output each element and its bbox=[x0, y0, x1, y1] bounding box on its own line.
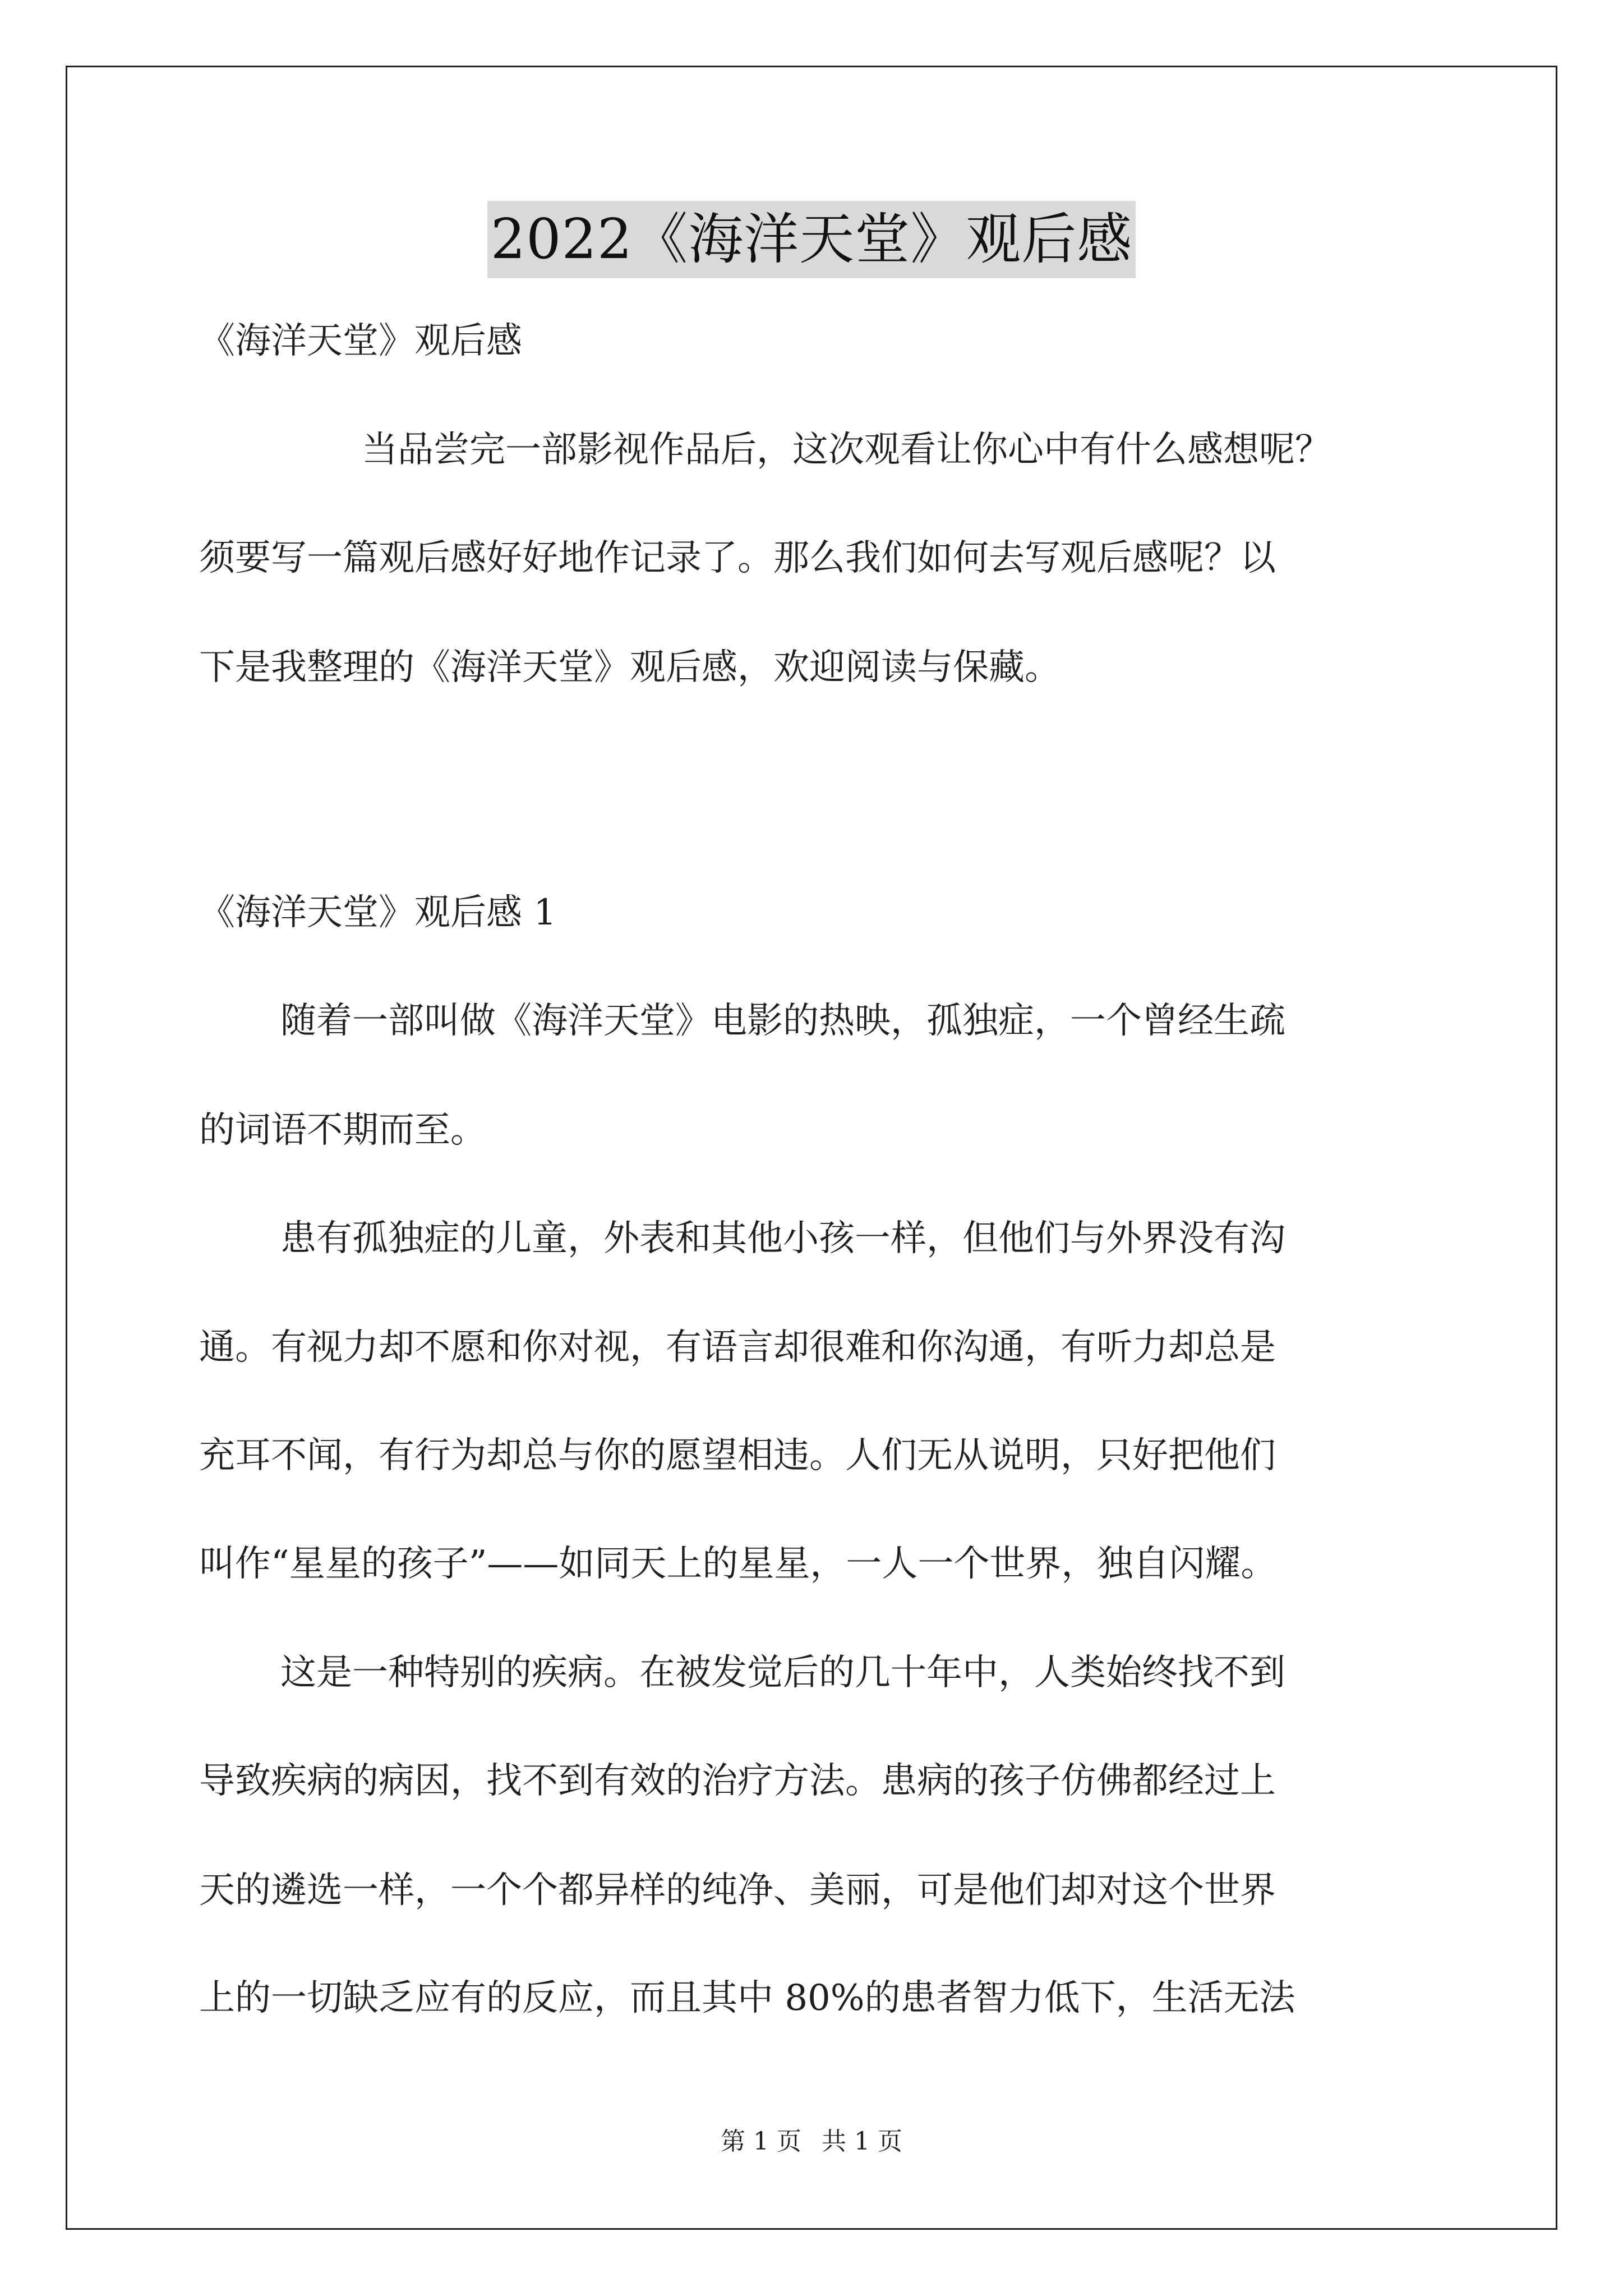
page-total: 共 1 页 bbox=[822, 2127, 902, 2156]
body-line-4: 通。有视力却不愿和你对视，有语言却很难和你沟通，有听力却总是 bbox=[199, 1327, 1276, 1368]
body-line-7: 这是一种特别的疾病。在被发觉后的几十年中，人类始终找不到 bbox=[280, 1652, 1285, 1694]
page-footer bbox=[0, 2126, 1623, 2157]
title-container bbox=[0, 201, 1623, 278]
section-heading: 《海洋天堂》观后感 1 bbox=[199, 892, 557, 933]
document-title: 2022《海洋天堂》观后感 bbox=[487, 201, 1136, 278]
body-line-8: 导致疾病的病因，找不到有效的治疗方法。患病的孩子仿佛都经过上 bbox=[199, 1760, 1276, 1802]
intro-line-3: 下是我整理的《海洋天堂》观后感，欢迎阅读与保藏。 bbox=[199, 647, 1061, 688]
intro-line-2: 须要写一篇观后感好好地作记录了。那么我们如何去写观后感呢？以 bbox=[199, 537, 1276, 579]
body-line-2: 的词语不期而至。 bbox=[199, 1110, 486, 1151]
body-line-3: 患有孤独症的儿童，外表和其他小孩一样，但他们与外界没有沟 bbox=[280, 1218, 1285, 1259]
body-line-6: 叫作“星星的孩子”——如同天上的星星，一人一个世界，独自闪耀。 bbox=[199, 1543, 1277, 1585]
body-line-5: 充耳不闻，有行为却总与你的愿望相违。人们无从说明，只好把他们 bbox=[199, 1435, 1276, 1476]
body-line-9: 天的遴选一样，一个个都异样的纯净、美丽，可是他们却对这个世界 bbox=[199, 1870, 1276, 1911]
body-line-10: 上的一切缺乏应有的反应，而且其中 80%的患者智力低下，生活无法 bbox=[199, 1977, 1295, 2019]
page-number: 第 1 页 bbox=[721, 2127, 801, 2156]
intro-line-1: 当品尝完一部影视作品后，这次观看让你心中有什么感想呢？ bbox=[362, 429, 1331, 471]
body-line-1: 随着一部叫做《海洋天堂》电影的热映，孤独症，一个曾经生疏 bbox=[280, 1000, 1285, 1042]
document-subtitle: 《海洋天堂》观后感 bbox=[199, 320, 522, 362]
